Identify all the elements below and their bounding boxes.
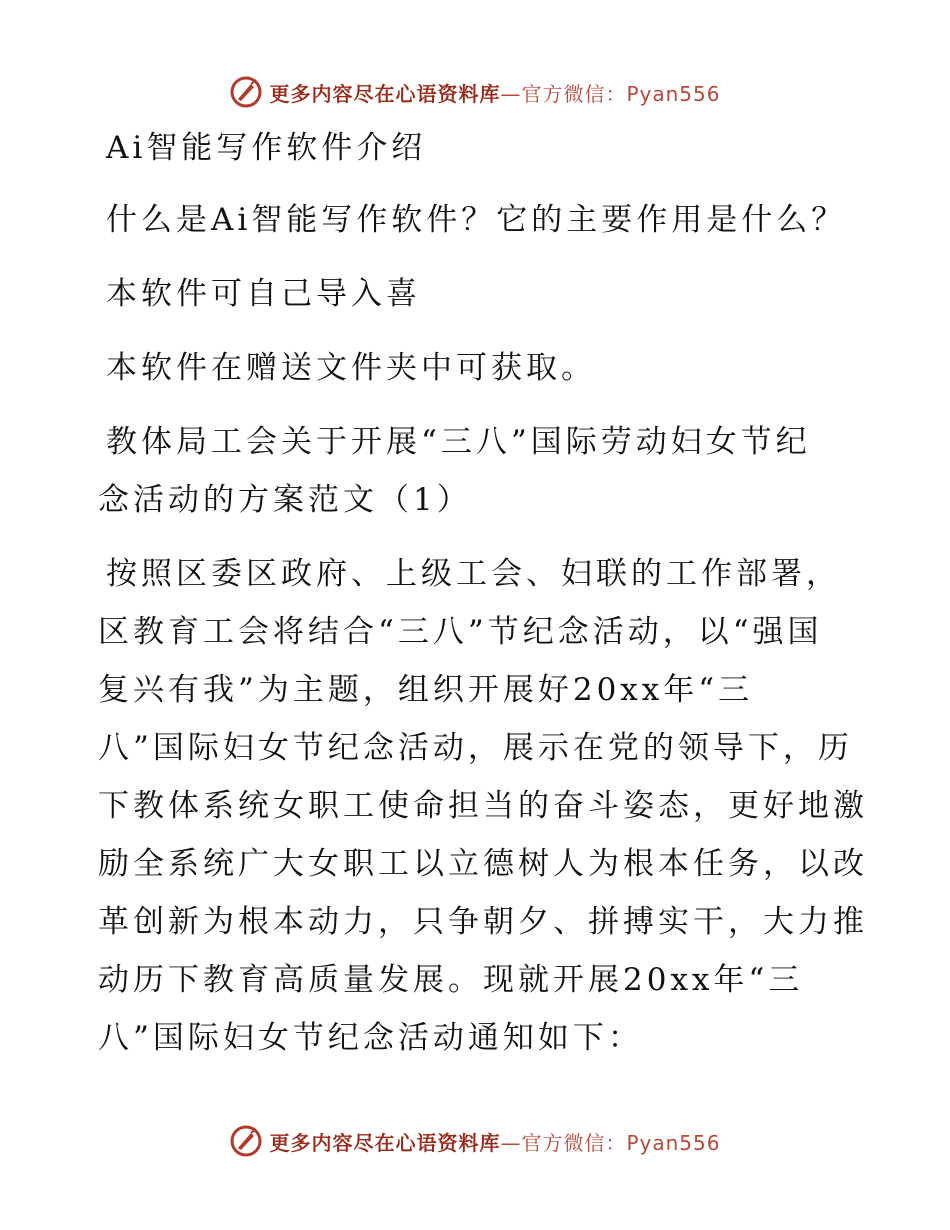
doc-paragraph: 本软件可自己导入喜 [106, 276, 421, 312]
doc-heading-line: 念活动的方案范文（1） [98, 482, 472, 518]
watermark-official: 官方微信：Pyan556 [521, 81, 721, 106]
watermark-separator: — [500, 81, 522, 106]
doc-paragraph: 本软件在赠送文件夹中可获取。 [106, 350, 596, 386]
doc-title: Ai智能写作软件介绍 [106, 130, 427, 166]
doc-body-line: 八”国际妇女节纪念活动，展示在党的领导下，历 [98, 730, 853, 766]
doc-body-line: 励全系统广大女职工以立德树人为根本任务，以改 [98, 846, 868, 882]
watermark-separator: — [500, 1130, 522, 1155]
watermark-official: 官方微信：Pyan556 [521, 1130, 721, 1155]
doc-body-line: 革创新为根本动力，只争朝夕、拼搏实干，大力推 [98, 904, 868, 940]
doc-body-line: 下教体系统女职工使命担当的奋斗姿态，更好地激 [98, 788, 868, 824]
watermark-text [269, 78, 720, 107]
watermark-footer [0, 1121, 950, 1161]
watermark-header [0, 72, 950, 112]
doc-heading-line: 教体局工会关于开展“三八”国际劳动妇女节纪 [106, 424, 811, 460]
doc-body-line: 动历下教育高质量发展。现就开展20xx年“三 [98, 962, 804, 998]
quill-logo-icon [229, 75, 263, 109]
doc-body-line: 按照区委区政府、上级工会、妇联的工作部署， [106, 556, 841, 592]
watermark-brand: 更多内容尽在心语资料库 [269, 1130, 501, 1155]
doc-body-line: 区教育工会将结合“三八”节纪念活动，以“强国 [98, 614, 823, 650]
watermark-text [269, 1127, 720, 1156]
doc-body-line: 八”国际妇女节纪念活动通知如下： [98, 1020, 643, 1056]
quill-logo-icon [229, 1124, 263, 1158]
doc-question: 什么是Ai智能写作软件？它的主要作用是什么？ [106, 202, 847, 238]
doc-body-line: 复兴有我”为主题，组织开展好20xx年“三 [98, 672, 754, 708]
watermark-brand: 更多内容尽在心语资料库 [269, 81, 501, 106]
